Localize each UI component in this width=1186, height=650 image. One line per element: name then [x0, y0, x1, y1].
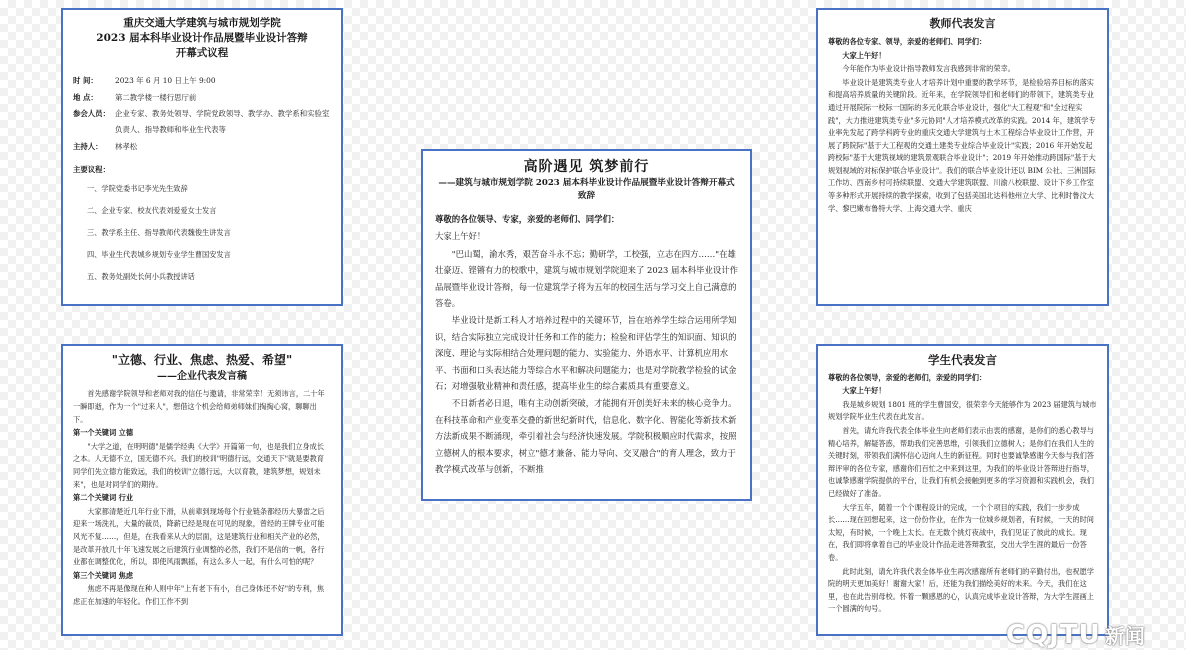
- cqjtu-logo: CQJTU: [1006, 620, 1101, 650]
- student-title: 学生代表发言: [928, 353, 997, 367]
- teacher-opening: 大家上午好！: [842, 50, 886, 60]
- agenda-place-value: 第二教学楼一楼行思厅前: [115, 93, 197, 103]
- opening-speech-title: 高阶遇见 筑梦前行: [523, 159, 650, 175]
- agenda-place-label: 地 点：: [73, 93, 98, 103]
- opening-speech-paragraph: 毕业设计是新工科人才培养过程中的关键环节，旨在培养学生综合运用所学知识，结合实际独立完成设计任务和工作的能力；检验和评估学生的知识面、知识的深度、理论与实际相结合处理问题的能力、实验能力、外语水平、计算机应用水平、书面和口头表达能力等综合水平和解决问题能力；也是对学院教学检验的试金石；对增强敬业精神和责任感，提高毕业生的综合素质具有重要意义。: [435, 315, 737, 391]
- enterprise-speech-document: [61, 344, 343, 636]
- agenda-time-row: [73, 72, 331, 89]
- agenda-item: 一、学院党委书记李光先生致辞: [87, 184, 188, 194]
- enterprise-keyword-heading: 第一个关键词 立德: [73, 428, 134, 438]
- agenda-title-line-1: 重庆交通大学建筑与城市规划学院: [123, 17, 281, 29]
- student-paragraph: 大学五年，随着一个个课程设计的完成，一个个项目的实践，我们一步步成长……现在回想起来，这一份份作业，在作为一位城乡规划者，有时候，一天的时间太短，有时候，一个晚上太长。在无数个挑灯夜战中，我们见证了彼此的成长。现在，我们即将拿着自己的毕业设计作品走进答辩教室，交出大学生涯的最后一份答卷。: [828, 502, 1094, 562]
- enterprise-paragraph: 焦虑不再是像现在种人则中年"上有老下有小，自己身体还不好"的专利，焦虑正在加速的年轻化。作们工作不到: [73, 584, 325, 606]
- agenda-place-row: [73, 89, 331, 106]
- agenda-time-label: 时 间：: [73, 75, 98, 85]
- teacher-greeting: 尊敬的各位专家、领导，亲爱的老师们、同学们：: [828, 36, 987, 46]
- student-greeting: 尊敬的各位领导，亲爱的老师们，亲爱的同学们：: [828, 372, 987, 382]
- enterprise-subtitle: ——企业代表发言稿: [157, 371, 247, 383]
- agenda-host-row: [73, 138, 331, 155]
- agenda-title-line-3: 开幕式议程: [175, 47, 229, 60]
- teacher-paragraph: 今年能作为毕业设计指导教师发言我感到非常的荣幸。: [842, 64, 1015, 74]
- agenda-time-value: 2023 年 6 月 10 日上午 9:00: [115, 75, 216, 85]
- opening-speech-subtitle: ——建筑与城市规划学院 2023 届本科毕业设计作品展暨毕业设计答辩开幕式致辞: [438, 178, 735, 202]
- opening-speech-opening: 大家上午好！: [435, 231, 486, 242]
- opening-speech-document: [421, 149, 752, 501]
- student-opening: 大家上午好！: [842, 386, 886, 396]
- agenda-document: [61, 8, 343, 306]
- opening-speech-greeting: 尊敬的各位领导、专家，亲爱的老师们、同学们：: [435, 214, 620, 225]
- student-paragraph: 此时此刻，请允许我代表全体毕业生再次感谢所有老师们的辛勤付出，也祝愿学院的明天更加美好！谢谢大家！后，还能为我们描绘美好的未来。今天，我们在这里，也在此告别母校。怀着一颗感恩的心，认真完成毕业设计答辩，为大学生涯画上一个圆满的句号。: [828, 566, 1094, 614]
- agenda-item: 四、毕业生代表城乡规划专业学生曹国安发言: [87, 250, 231, 260]
- enterprise-paragraph: 大家都清楚近几年行业下滑，从前辈到现场每个行业链条都经历大暴雷之后迎来一场洗礼，大量的裁员，降薪已经是现在可见的现象，曾经的王牌专业可能风光不复……，但是，在我看来从大的层面，这是建筑行业和相关产业的必然，是改革开放几十年飞速发展之后建筑行业调整的必然，我们不是信的一帆，各行业都在调整优化，所以，即使风雨飘摇，有这么多人一起，有什么可怕的呢？: [73, 506, 325, 567]
- enterprise-keyword-heading: 第三个关键词 焦虑: [73, 570, 134, 580]
- teacher-paragraph: 毕业设计是建筑类专业人才培养计划中重要的教学环节，是检验培养目标的落实和提高培养质量的关键阶段。近年来，在学院领导们和老师们的带领下，建筑类专业通过开展院际一校际一国际的多元化联合毕业设计，强化"大工程观"和"全过程实践"，大力推进建筑类专业"多元协同"人才培养模式改革的实践。2014 年，建筑学专业率先发起了跨学科跨专业的重庆交通大学建筑与土木工程综合毕业设计工作营，开展了跨院际"基于大工程观的交通土建类专业综合毕业设计"实践；2016 年开始发起跨校际"基于大建筑视域的建筑景观联合毕业设计"；2019 年开始推动跨国际"基于大规划视域的对标保护联合毕业设计"。我们的联合毕业设计还以 BIM 公社、三洲国际工作坊、西南乡村可持续联盟、交通大学建筑联盟、川渝八校联盟、设计下乡工作室等多种形式开展持续的教学探索，收到了包括美国北达科他州立大学、比利时鲁汶大学、黎巴嫩布鲁特大学、上海交通大学、重庆: [828, 77, 1096, 213]
- student-speech-document: [816, 344, 1109, 636]
- enterprise-paragraph: "大学之道，在明明德"是儒学经典《大学》开篇第一句，也是我们立身成长之本。人无德不立，国无德不兴。我们的校训"明德行远，交通天下"就是要教育同学们先立德方能致远，我们的校训"立德行远，大以育教，建筑梦想，规划未来"，也是对同学们的期待。: [73, 441, 325, 489]
- agenda-host-value: 林孝松: [115, 141, 138, 151]
- agenda-heading: 主要议程：: [73, 164, 110, 174]
- enterprise-paragraph: 首先感谢学院领导和老师对我的信任与邀请，非常荣幸！无须讳言，二十年一瞬即逝，作为一个"过来人"，想借这个机会给师弟师妹们掏掏心窝，聊聊出下。: [73, 389, 325, 424]
- agenda-attendees-row: [73, 106, 331, 137]
- agenda-host-label: 主持人：: [73, 141, 103, 151]
- opening-speech-paragraph: 不日新者必日退，唯有主动创新突破，才能拥有开创美好未来的核心竞争力。在科技革命和产业变革交叠的新世纪新时代，信息化、数字化、智能化等新技术新方法新成果不断涌现，牵引着社会与经济快速发展。学院积极顺应时代需求，按照立德树人的根本要求，树立"德才兼备、能力导向、交叉融合"的育人理念，致力于教学模式改革与创新，不断推: [435, 398, 737, 474]
- student-paragraph: 我是城乡规划 1801 班的学生曹国安，很荣幸今天能够作为 2023 届建筑与城市规划学院毕业生代表在此发言。: [828, 399, 1097, 422]
- teacher-speech-document: [816, 8, 1109, 306]
- student-paragraph: 首先，请允许我代表全体毕业生向老师们表示由衷的感谢，是你们的悉心教导与精心培养，解疑答惑，帮助我们完善思维，引领我们立德树人；是你们在我们人生的关键时刻，带领我们满怀信心迈向人生的新征程。同时也要诚挚感谢今天参与我们答辩评审的各位专家，感谢你们百忙之中来到这里，为我们的毕业设计答辩进行指导，也诚挚感谢学院提供的平台，让我们有机会接触到更多的学习资源和实践机会，我们已经做好了准备。: [828, 426, 1094, 499]
- enterprise-keyword-heading: 第二个关键词 行业: [73, 493, 134, 503]
- enterprise-title: "立德、行业、焦虑、热爱、希望": [111, 353, 293, 367]
- agenda-item: 五、教务处副处长何小兵教授讲话: [87, 272, 195, 282]
- agenda-item: 三、教学系主任、指导教师代表魏俊生讲发言: [87, 228, 231, 238]
- teacher-title: 教师代表发言: [929, 17, 996, 30]
- cqjtu-news-watermark: [1006, 610, 1145, 648]
- agenda-attendees-value: 企业专家、教务处领导、学院党政领导、教学办、教学系和实验室负责人、指导教师和毕业生代表等: [115, 109, 330, 134]
- opening-speech-paragraph: "巴山蜀，渝水秀，艰苦奋斗永不忘；勤研学，工校强，立志在四方……"在雄壮豪迈、铿锵有力的校歌中，建筑与城市规划学院迎来了 2023 届本科毕业设计作品展暨毕业设计答辩，每一位建筑学子将为五年的校园生活与学习交上自己满意的答卷。: [435, 248, 739, 309]
- agenda-attendees-label: 参会人员：: [73, 109, 110, 119]
- agenda-item: 二、企业专家、校友代表刘爱爱女士发言: [87, 206, 217, 216]
- news-label: 新闻: [1104, 624, 1145, 648]
- agenda-title-line-2: 2023 届本科毕业设计作品展暨毕业设计答辩: [96, 32, 308, 45]
